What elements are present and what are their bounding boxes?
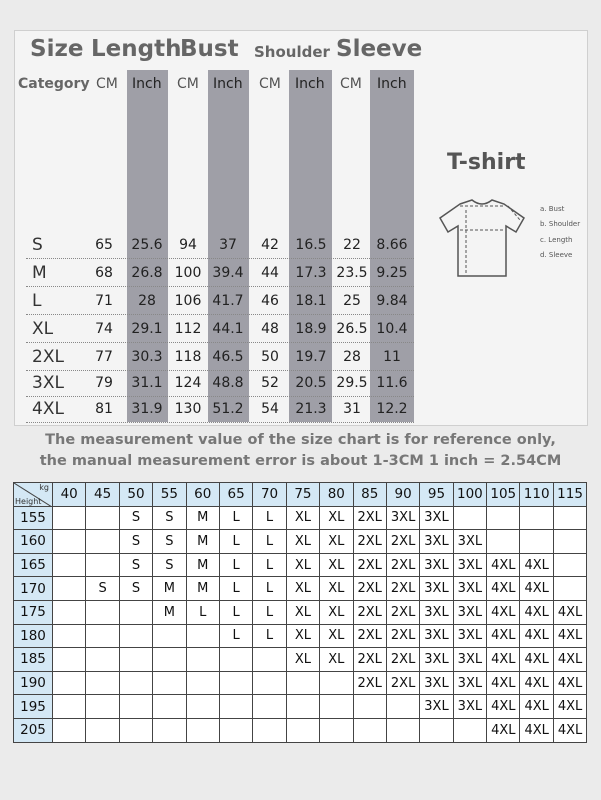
- table-row: [14, 671, 587, 695]
- size-cell: [53, 624, 86, 648]
- weight-header-cell: 55: [153, 483, 186, 507]
- size-cell: 2XL: [386, 577, 419, 601]
- size-cell: L: [253, 624, 286, 648]
- size-cell: [53, 718, 86, 742]
- size-cell: XL: [286, 506, 319, 530]
- size-cell: L: [253, 506, 286, 530]
- size-value-cell: 18.9: [295, 321, 327, 337]
- size-cell: [153, 624, 186, 648]
- unit-bust-inch: Inch: [213, 76, 243, 92]
- size-value-cell: 79: [95, 375, 113, 391]
- size-value-cell: 68: [95, 265, 113, 281]
- size-cell: S: [119, 577, 152, 601]
- size-value-cell: 28: [343, 349, 361, 365]
- size-cell: [153, 718, 186, 742]
- size-value-cell: 54: [261, 401, 279, 417]
- corner-height-label: Height: [15, 496, 42, 506]
- weight-header-cell: 105: [487, 483, 520, 507]
- size-cell: XL: [320, 577, 353, 601]
- size-cell: 4XL: [553, 648, 586, 672]
- tshirt-title: T-shirt: [447, 150, 526, 175]
- size-cell: [53, 695, 86, 719]
- weight-header-cell: 95: [420, 483, 453, 507]
- size-value-cell: 51.2: [212, 401, 244, 417]
- size-cell: [53, 648, 86, 672]
- size-value-cell: 48: [261, 321, 279, 337]
- height-header-cell: 195: [14, 695, 53, 719]
- size-cell: [453, 718, 486, 742]
- size-cell: 4XL: [553, 718, 586, 742]
- weight-header-cell: 70: [253, 483, 286, 507]
- legend-sleeve: d. Sleeve: [540, 251, 573, 259]
- size-cell: XL: [286, 530, 319, 554]
- size-cell: S: [119, 553, 152, 577]
- table-corner: [14, 483, 53, 507]
- height-header-cell: 190: [14, 671, 53, 695]
- size-value-cell: 21.3: [295, 401, 327, 417]
- size-cell: [119, 671, 152, 695]
- unit-shoulder-inch: Inch: [295, 76, 325, 92]
- size-value-cell: 19.7: [295, 349, 327, 365]
- size-cell: [487, 530, 520, 554]
- size-cell: M: [153, 577, 186, 601]
- size-cell: 2XL: [386, 648, 419, 672]
- size-cell: [253, 718, 286, 742]
- size-cell: L: [186, 600, 219, 624]
- row-divider: [26, 258, 414, 259]
- size-cell: 3XL: [420, 506, 453, 530]
- size-value-cell: 10.4: [376, 321, 408, 337]
- size-cell: L: [219, 577, 252, 601]
- size-value-cell: 37: [219, 237, 237, 253]
- weight-header-cell: 65: [219, 483, 252, 507]
- size-value-cell: 48.8: [212, 375, 244, 391]
- size-cell: 2XL: [386, 624, 419, 648]
- size-value-cell: 17.3: [295, 265, 327, 281]
- size-cell: [253, 695, 286, 719]
- size-cell: [86, 718, 119, 742]
- size-value-cell: 44: [261, 265, 279, 281]
- size-value-cell: 44.1: [212, 321, 244, 337]
- size-cell: [487, 506, 520, 530]
- size-cell: 4XL: [487, 553, 520, 577]
- size-value-cell: 71: [95, 293, 113, 309]
- size-cell: [219, 695, 252, 719]
- height-header-cell: 160: [14, 530, 53, 554]
- size-cell: 3XL: [420, 671, 453, 695]
- height-header-cell: 185: [14, 648, 53, 672]
- size-cell: [386, 718, 419, 742]
- height-header-cell: 165: [14, 553, 53, 577]
- size-cell: 2XL: [386, 600, 419, 624]
- note-line-2: the manual measurement error is about 1-3CM 1 inch = 2.54CM: [39, 453, 562, 469]
- size-value-cell: 25: [343, 293, 361, 309]
- size-value-cell: 26.5: [336, 321, 368, 337]
- size-value-cell: 8.66: [376, 237, 408, 253]
- size-value-cell: 112: [174, 321, 202, 337]
- size-cell: 4XL: [553, 695, 586, 719]
- size-value-cell: 106: [174, 293, 202, 309]
- size-cell: [119, 648, 152, 672]
- size-cell: [53, 671, 86, 695]
- size-value-cell: 130: [174, 401, 202, 417]
- weight-header-cell: 50: [119, 483, 152, 507]
- size-cell: [353, 695, 386, 719]
- size-cell: M: [153, 600, 186, 624]
- size-value-cell: 46.5: [212, 349, 244, 365]
- category-label: Category: [18, 76, 90, 92]
- unit-shoulder-cm: CM: [259, 76, 281, 92]
- note-line-1: The measurement value of the size chart is for reference only,: [45, 432, 556, 448]
- size-cell: [219, 718, 252, 742]
- size-cell: [53, 506, 86, 530]
- size-value-cell: 31: [343, 401, 361, 417]
- size-cell: M: [186, 553, 219, 577]
- size-cell: L: [253, 553, 286, 577]
- size-row-label: 3XL: [32, 373, 64, 393]
- size-cell: 4XL: [487, 671, 520, 695]
- size-cell: [320, 718, 353, 742]
- size-cell: [553, 553, 586, 577]
- size-cell: [86, 600, 119, 624]
- size-cell: 3XL: [453, 648, 486, 672]
- size-cell: 4XL: [520, 718, 553, 742]
- unit-length-inch: Inch: [132, 76, 162, 92]
- size-cell: [553, 530, 586, 554]
- size-recommendation-table: [13, 482, 587, 743]
- size-cell: [553, 577, 586, 601]
- size-value-cell: 77: [95, 349, 113, 365]
- size-cell: XL: [320, 624, 353, 648]
- weight-header-cell: 85: [353, 483, 386, 507]
- size-value-cell: 41.7: [212, 293, 244, 309]
- size-value-cell: 30.3: [131, 349, 163, 365]
- size-cell: [353, 718, 386, 742]
- size-row-label: L: [32, 291, 42, 311]
- size-value-cell: 16.5: [295, 237, 327, 253]
- size-cell: S: [119, 506, 152, 530]
- header-shoulder: Shoulder: [254, 43, 330, 61]
- size-cell: 3XL: [453, 577, 486, 601]
- size-value-cell: 118: [174, 349, 202, 365]
- size-cell: XL: [320, 600, 353, 624]
- size-cell: 4XL: [520, 553, 553, 577]
- size-value-cell: 100: [174, 265, 202, 281]
- size-cell: 2XL: [353, 624, 386, 648]
- size-cell: [86, 695, 119, 719]
- size-cell: [286, 671, 319, 695]
- size-cell: [286, 718, 319, 742]
- size-cell: 4XL: [487, 624, 520, 648]
- size-row-label: 4XL: [32, 399, 64, 419]
- size-cell: 2XL: [386, 553, 419, 577]
- size-cell: [119, 718, 152, 742]
- size-cell: [520, 530, 553, 554]
- legend-bust: a. Bust: [540, 205, 565, 213]
- weight-header-cell: 100: [453, 483, 486, 507]
- table-row: [14, 530, 587, 554]
- size-cell: [453, 506, 486, 530]
- table-row: [14, 718, 587, 742]
- height-header-cell: 175: [14, 600, 53, 624]
- size-cell: [186, 648, 219, 672]
- header-size: Size: [30, 36, 84, 62]
- legend-shoulder: b. Shoulder: [540, 220, 581, 228]
- weight-header-cell: 45: [86, 483, 119, 507]
- height-header-cell: 170: [14, 577, 53, 601]
- size-cell: [320, 695, 353, 719]
- size-value-cell: 9.25: [376, 265, 408, 281]
- size-cell: [420, 718, 453, 742]
- height-header-cell: 205: [14, 718, 53, 742]
- size-cell: M: [186, 530, 219, 554]
- weight-header-cell: 115: [553, 483, 586, 507]
- size-cell: [386, 695, 419, 719]
- size-value-cell: 74: [95, 321, 113, 337]
- size-cell: XL: [286, 553, 319, 577]
- size-cell: [253, 648, 286, 672]
- row-divider: [26, 314, 414, 315]
- row-divider: [26, 422, 414, 423]
- size-cell: [86, 530, 119, 554]
- size-value-cell: 39.4: [212, 265, 244, 281]
- size-row-label: 2XL: [32, 347, 64, 367]
- header-length: Length: [91, 36, 182, 62]
- table-row: [14, 624, 587, 648]
- size-cell: XL: [320, 530, 353, 554]
- size-cell: 3XL: [453, 600, 486, 624]
- size-cell: S: [153, 506, 186, 530]
- unit-sleeve-cm: CM: [340, 76, 362, 92]
- size-cell: L: [219, 624, 252, 648]
- size-cell: [119, 695, 152, 719]
- size-value-cell: 46: [261, 293, 279, 309]
- size-value-cell: 42: [261, 237, 279, 253]
- size-value-cell: 52: [261, 375, 279, 391]
- unit-length-cm: CM: [96, 76, 118, 92]
- size-cell: 4XL: [487, 718, 520, 742]
- size-cell: 4XL: [553, 624, 586, 648]
- size-value-cell: 11: [383, 349, 401, 365]
- size-cell: [153, 648, 186, 672]
- size-cell: 4XL: [520, 600, 553, 624]
- size-cell: L: [253, 600, 286, 624]
- size-value-cell: 11.6: [376, 375, 408, 391]
- size-cell: 4XL: [487, 648, 520, 672]
- size-cell: L: [253, 530, 286, 554]
- size-cell: [53, 530, 86, 554]
- table-row: [14, 553, 587, 577]
- size-cell: 2XL: [353, 600, 386, 624]
- size-cell: [219, 648, 252, 672]
- weight-header-cell: 90: [386, 483, 419, 507]
- size-cell: 3XL: [420, 577, 453, 601]
- size-value-cell: 81: [95, 401, 113, 417]
- size-cell: 3XL: [420, 648, 453, 672]
- size-value-cell: 26.8: [131, 265, 163, 281]
- size-cell: [86, 506, 119, 530]
- size-cell: 3XL: [420, 600, 453, 624]
- size-cell: L: [219, 506, 252, 530]
- size-cell: 3XL: [420, 695, 453, 719]
- size-cell: 2XL: [386, 671, 419, 695]
- size-value-cell: 12.2: [376, 401, 408, 417]
- size-cell: M: [186, 577, 219, 601]
- size-cell: 2XL: [386, 530, 419, 554]
- size-cell: [219, 671, 252, 695]
- size-cell: S: [153, 530, 186, 554]
- legend-length: c. Length: [540, 236, 573, 244]
- size-cell: [53, 553, 86, 577]
- size-cell: 4XL: [520, 695, 553, 719]
- size-cell: 2XL: [353, 671, 386, 695]
- size-cell: 4XL: [520, 671, 553, 695]
- row-divider: [26, 396, 414, 397]
- size-cell: M: [186, 506, 219, 530]
- corner-kg-label: kg: [39, 483, 49, 492]
- unit-sleeve-inch: Inch: [377, 76, 407, 92]
- size-cell: L: [219, 600, 252, 624]
- size-value-cell: 9.84: [376, 293, 408, 309]
- size-cell: 4XL: [553, 671, 586, 695]
- size-cell: L: [219, 553, 252, 577]
- size-cell: [520, 506, 553, 530]
- size-value-cell: 29.5: [336, 375, 368, 391]
- table-row: [14, 695, 587, 719]
- size-cell: [253, 671, 286, 695]
- size-cell: L: [219, 530, 252, 554]
- size-value-cell: 28: [138, 293, 156, 309]
- size-value-cell: 124: [174, 375, 202, 391]
- weight-header-cell: 60: [186, 483, 219, 507]
- size-cell: 4XL: [487, 695, 520, 719]
- table-row: [14, 648, 587, 672]
- size-cell: 4XL: [553, 600, 586, 624]
- size-cell: S: [86, 577, 119, 601]
- size-cell: 3XL: [420, 530, 453, 554]
- row-divider: [26, 286, 414, 287]
- size-cell: [119, 600, 152, 624]
- size-cell: [186, 718, 219, 742]
- header-bust: Bust: [180, 36, 239, 62]
- size-cell: XL: [286, 577, 319, 601]
- height-header-cell: 180: [14, 624, 53, 648]
- size-cell: 3XL: [453, 695, 486, 719]
- weight-header-cell: 75: [286, 483, 319, 507]
- size-cell: XL: [286, 624, 319, 648]
- size-value-cell: 22: [343, 237, 361, 253]
- size-row-label: XL: [32, 319, 54, 339]
- size-cell: 3XL: [420, 624, 453, 648]
- size-value-cell: 31.9: [131, 401, 163, 417]
- size-cell: S: [153, 553, 186, 577]
- size-cell: 2XL: [353, 553, 386, 577]
- size-cell: 4XL: [487, 600, 520, 624]
- size-cell: 3XL: [453, 530, 486, 554]
- unit-bust-cm: CM: [177, 76, 199, 92]
- size-cell: 2XL: [353, 648, 386, 672]
- size-cell: [153, 671, 186, 695]
- size-cell: 2XL: [353, 577, 386, 601]
- size-cell: 4XL: [520, 624, 553, 648]
- size-value-cell: 94: [179, 237, 197, 253]
- size-cell: [553, 506, 586, 530]
- size-cell: XL: [286, 600, 319, 624]
- size-cell: 2XL: [353, 530, 386, 554]
- row-divider: [26, 342, 414, 343]
- row-divider: [26, 370, 414, 371]
- header-sleeve: Sleeve: [336, 36, 423, 62]
- size-cell: [53, 600, 86, 624]
- size-cell: [86, 624, 119, 648]
- tshirt-diagram-icon: [432, 196, 532, 280]
- size-cell: [53, 577, 86, 601]
- size-cell: [186, 624, 219, 648]
- size-cell: [119, 624, 152, 648]
- weight-header-cell: 40: [53, 483, 86, 507]
- size-cell: [186, 671, 219, 695]
- size-cell: [86, 553, 119, 577]
- size-cell: 3XL: [420, 553, 453, 577]
- size-value-cell: 18.1: [295, 293, 327, 309]
- size-cell: XL: [320, 553, 353, 577]
- size-value-cell: 50: [261, 349, 279, 365]
- size-row-label: S: [32, 235, 43, 255]
- size-cell: L: [253, 577, 286, 601]
- weight-header-cell: 80: [320, 483, 353, 507]
- size-value-cell: 25.6: [131, 237, 163, 253]
- table-row: [14, 600, 587, 624]
- size-cell: [286, 695, 319, 719]
- size-cell: XL: [286, 648, 319, 672]
- size-value-cell: 23.5: [336, 265, 368, 281]
- size-cell: XL: [320, 648, 353, 672]
- size-cell: 3XL: [453, 553, 486, 577]
- size-cell: 4XL: [487, 577, 520, 601]
- size-cell: 3XL: [453, 671, 486, 695]
- size-value-cell: 20.5: [295, 375, 327, 391]
- size-cell: [86, 648, 119, 672]
- size-cell: XL: [320, 506, 353, 530]
- height-header-cell: 155: [14, 506, 53, 530]
- size-cell: [186, 695, 219, 719]
- size-row-label: M: [32, 263, 47, 283]
- table-row: [14, 506, 587, 530]
- weight-header-row: [14, 483, 587, 507]
- size-cell: 2XL: [353, 506, 386, 530]
- size-cell: [320, 671, 353, 695]
- weight-header-cell: 110: [520, 483, 553, 507]
- size-cell: 4XL: [520, 577, 553, 601]
- size-cell: [86, 671, 119, 695]
- size-value-cell: 29.1: [131, 321, 163, 337]
- size-cell: S: [119, 530, 152, 554]
- size-value-cell: 65: [95, 237, 113, 253]
- size-cell: 4XL: [520, 648, 553, 672]
- table-row: [14, 577, 587, 601]
- size-cell: [153, 695, 186, 719]
- size-cell: 3XL: [453, 624, 486, 648]
- size-cell: 3XL: [386, 506, 419, 530]
- size-value-cell: 31.1: [131, 375, 163, 391]
